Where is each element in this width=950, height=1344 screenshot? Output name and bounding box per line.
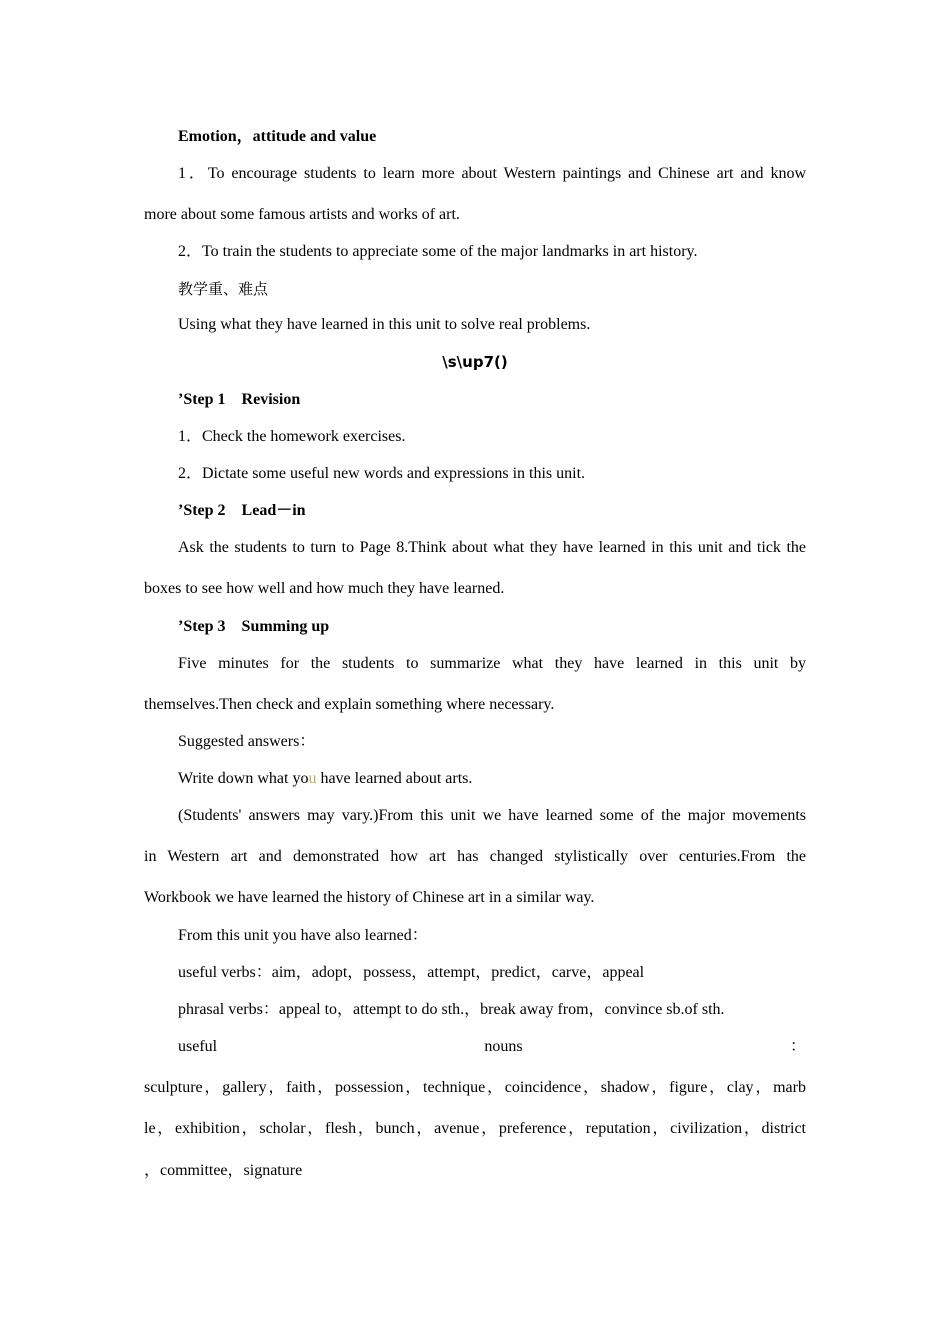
phrasal-verbs: phrasal verbs：appeal to，attempt to do sth.，break away from，convince sb.of sth. <box>178 1001 725 1018</box>
answer-line-1: (Students' answers may vary.)From this unit we have learned some of the major movements <box>178 807 806 824</box>
step3-line-2: themselves.Then check and explain something where necessary. <box>144 696 555 713</box>
answer-line-3: Workbook we have learned the history of Chinese art in a similar way. <box>144 889 595 906</box>
step1-item-1: 1．Check the homework exercises. <box>178 428 406 445</box>
emotion-heading: Emotion，attitude and value <box>178 128 377 145</box>
step2-line-1: Ask the students to turn to Page 8.Think about what they have learned in this unit and tick the <box>178 539 806 556</box>
field-code: \s\up7() <box>442 353 508 371</box>
step2-heading: ʼStep 2 Lead－in <box>178 502 306 519</box>
useful-verbs: useful verbs：aim，adopt，possess，attempt，predict，carve，appeal <box>178 964 645 981</box>
write-down-part-c: have learned about arts. <box>316 770 473 787</box>
write-down-line <box>144 769 806 789</box>
suggested-answers-label: Suggested answers： <box>178 733 316 750</box>
nouns-line-1: sculpture，gallery，faith，possession，technique，coincidence，shadow，figure，clay，marb <box>144 1079 806 1096</box>
also-learned-label: From this unit you have also learned： <box>178 927 428 944</box>
nouns-line-2: le，exhibition，scholar，flesh，bunch，avenue，preference，reputation，civilization，district <box>144 1120 806 1137</box>
useful-nouns-label: useful nouns ： <box>178 1038 806 1055</box>
step2-line-2: boxes to see how well and how much they have learned. <box>144 580 505 597</box>
emotion-item-1-line-2: more about some famous artists and works of art. <box>144 206 460 223</box>
step1-heading: ʼStep 1 Revision <box>178 391 301 408</box>
emotion-item-2: 2．To train the students to appreciate some of the major landmarks in art history. <box>178 243 698 260</box>
answer-line-2: in Western art and demonstrated how art has changed stylistically over centuries.From the <box>144 848 806 865</box>
write-down-part-b: u <box>308 770 317 787</box>
nouns-line-3: ，committee，signature <box>144 1162 303 1179</box>
step3-line-1: Five minutes for the students to summarize what they have learned in this unit by <box>178 655 806 672</box>
step3-heading: ʼStep 3 Summing up <box>178 618 330 635</box>
key-points-heading: 教学重、难点 <box>178 280 269 298</box>
step1-item-2: 2．Dictate some useful new words and expressions in this unit. <box>178 465 586 482</box>
document-page <box>144 0 806 1344</box>
write-down-part-a: Write down what yo <box>178 770 309 787</box>
emotion-item-1-line-1: 1．To encourage students to learn more about Western paintings and Chinese art and know <box>178 165 806 182</box>
key-points-text: Using what they have learned in this unit to solve real problems. <box>178 316 591 333</box>
